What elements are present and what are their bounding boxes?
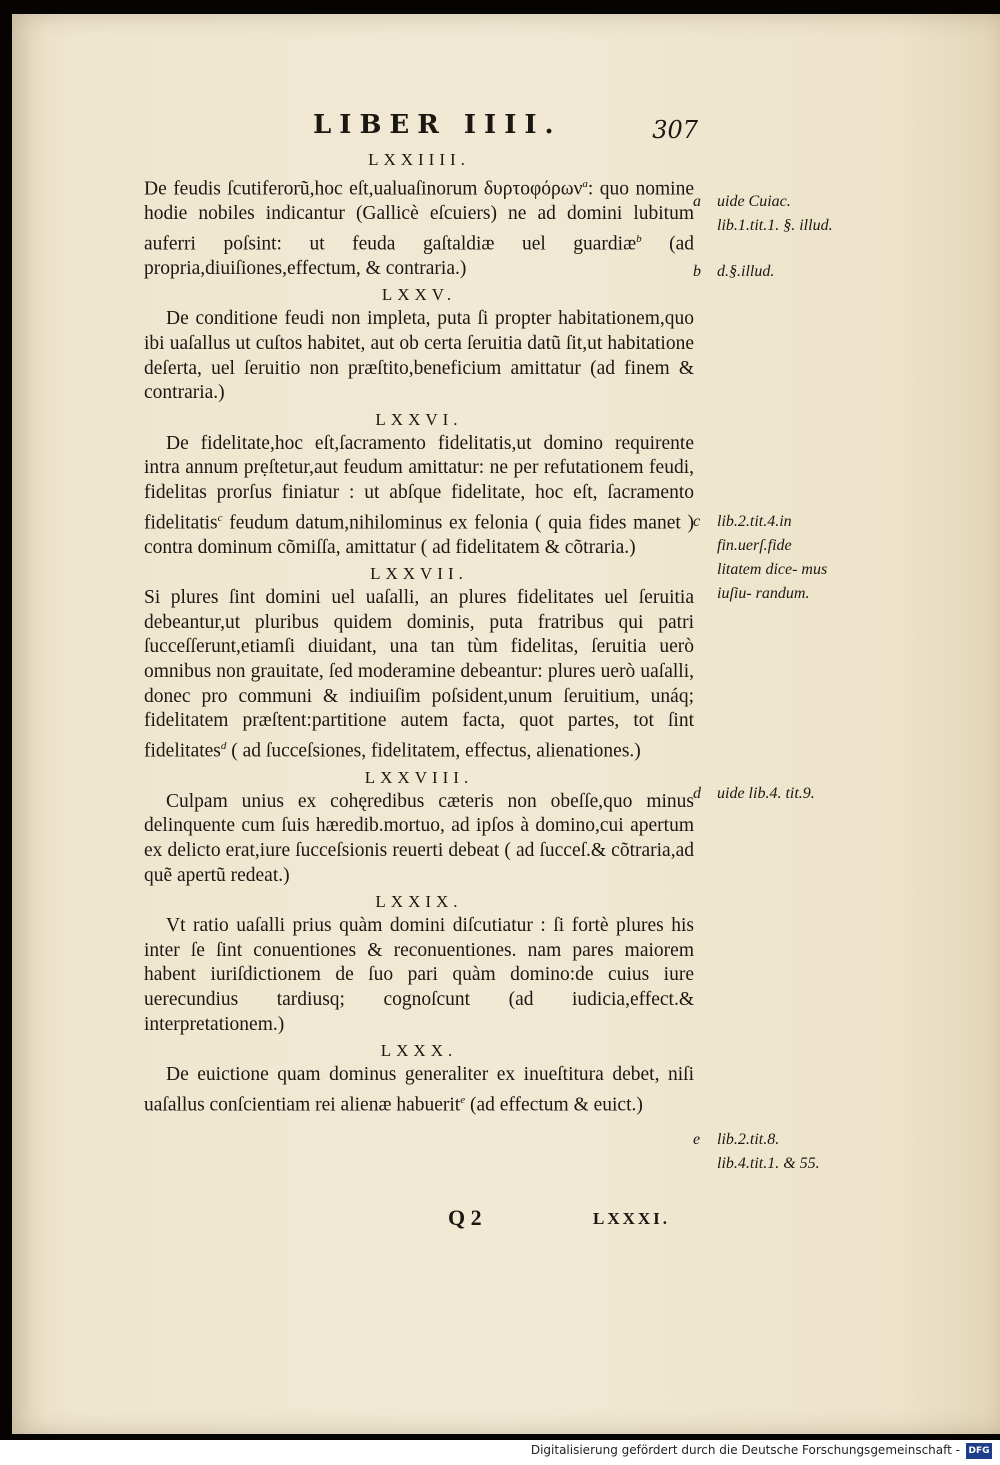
funding-credit: Digitalisierung gefördert durch die Deutsche Forschungsgemeinschaft - [530,1443,960,1457]
page-number: 307 [652,116,698,144]
main-text-column [144,148,694,1120]
footnote-marker: b [636,232,642,245]
section-heading: LXXVII. [370,564,468,584]
section-heading: LXXX. [380,1041,458,1061]
margin-note-text: uide Cuiac. lib.1.tit.1. §. illud. [717,193,833,234]
margin-note-text: uide lib.4. tit.9. [717,785,815,802]
section-paragraph: De fidelitate,hoc eſt,ſacramento fidelitatis,ut domino requirente intra annum prẹſtetur,aut feudum amittatur: ne per refutationem feudi, fidelitas prorſus finiatur : ut abſque fidelitate, hoc eſt, ſacramento fidelitatis$^c$ feudum datum,nihilominus ex felonia ( quia fides manet ) contra dominum cõmiſſa, amittatur ( ad fidelitatem & cõtraria.) [144,432,694,558]
section-heading: LXXIX. [375,892,463,912]
signature-mark: Q 2 [448,1205,482,1230]
footnote-marker: e [460,1093,466,1106]
section-heading: LXXVIII. [364,767,474,787]
catchword: LXXXI. [593,1209,671,1228]
section-paragraph: De feudis ſcutiferorũ,hoc eſt,ualuaſinorum δυρτοφόρων$^a$: quo nomine hodie nobiles indicantur (Gallicè eſcuiers) ne ad domini lubitum auferri poſsint: ut feuda gaſtaldiæ uel guardiæ$^b$ (ad propria,diuiſiones,effectum, & contraria.) [144,178,694,279]
margin-note-letter: d [693,785,701,802]
running-head: LIBER IIII. [313,110,562,140]
section-paragraph: De conditione feudi non impleta, puta ſi propter habitationem,quo ibi uaſallus ut cuſtos habitet, aut ob certa ſeruitia datũ ſit,ut habitatione deſerta, uel ſeruitio non præſtito,beneficium amittatur (ad finem & contraria.) [144,308,694,404]
margin-note-letter: a [693,193,701,210]
footnote-marker: c [217,511,223,524]
margin-note-letter: c [693,513,701,530]
margin-note-letter: e [693,1131,701,1148]
book-page [12,14,1000,1434]
section-heading: LXXVI. [375,409,463,429]
section-paragraph: Culpam unius ex cohęredibus cæteris non obeſſe,quo minus delinquente cum ſuis hæredib.mortuo, ad ipſos à domino,cui apertum ex delicto erat,iure ſucceſsionis reuerti debeat ( ad ſucceſ.& cõtraria,ad quẽ apertũ redeat.) [144,790,694,886]
section-paragraph: Si plures ſint domini uel uaſalli, an plures fidelitates uel ſeruitia debeantur,ut pluribus quidem dominis, puta fratribus qui patri ſucceſſerunt,etiamſi diuidant, una tan tùm fidelitas, ſeruitia uerò omnibus non grauitate, ſed moderamine debeantur: plures uerò uaſalli, donec pro communi & indiuiſim poſsident,unum ſeruitium, unáq; fidelitatem præſtent:partitione autem facta, quot partes, tot ſint fidelitates$^d$ ( ad ſucceſsiones, fidelitatem, effectus, alienationes.) [144,587,694,762]
margin-note-text: d.§.illud. [717,263,775,280]
footnote-marker: a [582,178,588,190]
section-heading: LXXV. [381,285,457,305]
section-paragraph: Vt ratio uaſalli prius quàm domini diſcutiatur : ſi fortè plures his inter ſe ſint conuentiones & reconuentiones. nam pares maiorem habent iuriſdictionem de ſuo pari quàm domino:de cuius iure uerecundius tardiusq; cognoſcunt (ad iudicia,effect.& interpretationem.) [144,915,694,1035]
page-header [138,110,698,150]
margin-note-text: lib.2.tit.8. lib.4.tit.1. & 55. [717,1131,820,1172]
dfg-logo[interactable]: DFG [966,1443,992,1459]
margin-note-letter: b [693,263,701,280]
footnote-marker: d [220,739,227,752]
section-heading: LXXIIII. [368,150,470,169]
page-body [138,110,968,1240]
marginal-notes [693,110,833,1240]
credit-footer [0,1440,1000,1465]
section-paragraph: De euictione quam dominus generaliter ex inueſtitura debet, niſi uaſallus conſcientiam rei alienæ habuerit$^e$ (ad effectum & euict.) [144,1064,694,1116]
page-foot [138,1205,698,1235]
margin-note-text: lib.2.tit.4.in fin.uerſ.fide litatem dice- mus iuſiu- randum. [717,513,828,602]
